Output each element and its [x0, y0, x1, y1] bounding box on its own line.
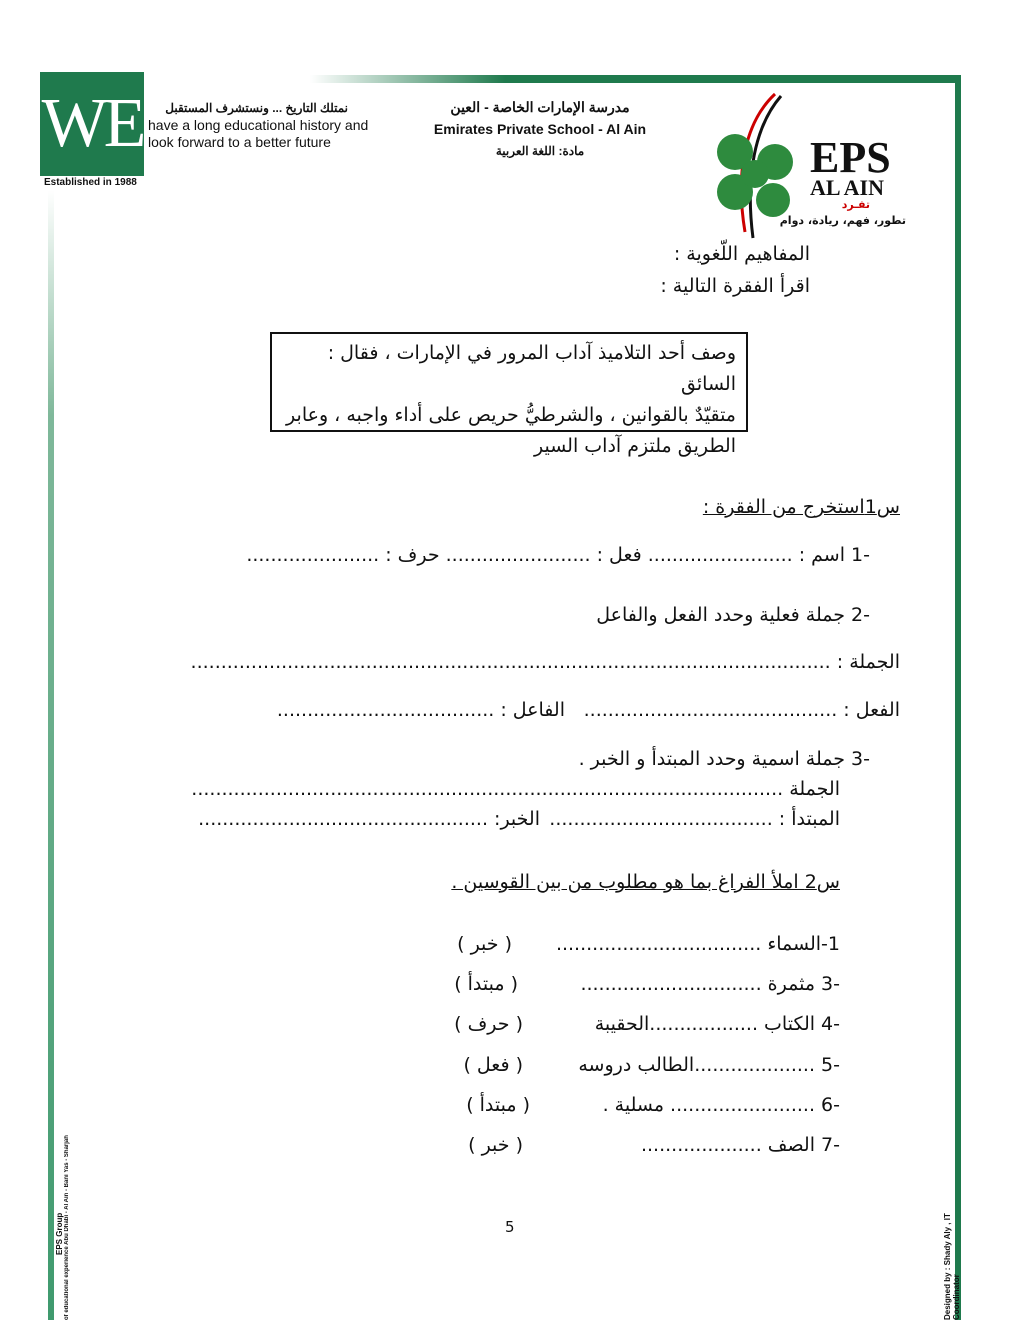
q2-hint: ( مبتدأ ): [454, 973, 518, 995]
we-logo: WE: [40, 72, 144, 176]
school-info: [420, 96, 660, 162]
page-number: 5: [505, 1218, 515, 1236]
slogan-en-1: have a long educational history and: [148, 117, 369, 133]
header-bar: [310, 75, 960, 83]
left-border: [48, 190, 54, 1320]
q2-hint: ( خبر ): [457, 933, 512, 955]
passage-line: متقيّدٌ بالقوانين ، والشرطيُّ حريص على أداء واجبه ، وعابر: [286, 404, 736, 426]
q1-item3: -3 جملة اسمية وحدد المبتدأ و الخبر .: [578, 748, 870, 770]
slogan: [148, 100, 368, 151]
q1-mubtada: المبتدأ : .....................................: [549, 808, 840, 830]
left-vertical-group: EPS Group: [55, 1212, 64, 1255]
school-name-ar: مدرسة الإمارات الخاصة - العين: [450, 99, 630, 115]
q1-sentence2: الجملة : ..........................................................................................................: [190, 651, 900, 673]
q2-item: -3 مثمرة ..............................: [580, 973, 840, 995]
designer-credit: Designed by : Shady Aly , IT Coordinator: [943, 1213, 961, 1320]
eps-logo-text: EPS: [810, 133, 891, 182]
q1-khabar: الخبر: ................................................: [198, 808, 540, 830]
eps-city: AL AIN: [810, 175, 884, 200]
passage-line: وصف أحد التلاميذ آداب المرور في الإمارات ، فقال : السائق: [327, 342, 736, 395]
q1-item2: -2 جملة فعلية وحدد الفعل والفاعل: [596, 604, 870, 626]
q2-item: -4 الكتاب ..................الحقيبة: [594, 1013, 840, 1035]
q2-hint: ( حرف ): [454, 1013, 523, 1035]
left-vertical-info: of educational experience Abu Dhabi - Al Ain - Bani Yas - Sharjah: [64, 1135, 70, 1320]
eps-logo: [810, 133, 891, 182]
q1-verb: الفعل : ..........................................: [583, 699, 900, 721]
q1-item1: -1 اسم : ........................ فعل : ........................ حرف : ......................: [246, 544, 870, 566]
school-name-en: Emirates Private School - Al Ain: [433, 121, 647, 137]
passage-line: الطريق ملتزم آداب السير: [534, 435, 736, 457]
slogan-ar: نمتلك التاريخ ... ونستشرف المستقبل: [165, 101, 348, 115]
established-text: Established in 1988: [44, 177, 137, 188]
q2-item: 1-السماء ..................................: [555, 933, 840, 955]
eps-tag2: تطور، فهم، ريادة، دوام: [779, 214, 906, 227]
q2-hint: ( فعل ): [463, 1054, 523, 1076]
q1-title: س1استخرج من الفقرة :: [702, 496, 900, 518]
q1-subject: الفاعل : ....................................: [276, 699, 565, 721]
passage-box: [270, 332, 748, 457]
q2-item: -7 الصف ....................: [640, 1134, 840, 1156]
subject-label: مادة: اللغة العربية: [495, 144, 585, 158]
q2-item: -5 ....................الطالب دروسه: [578, 1054, 840, 1076]
eps-tag1: تفـرد: [841, 198, 870, 211]
q2-hint: ( خبر ): [468, 1134, 523, 1156]
read-instruction: اقرأ الفقرة التالية :: [660, 275, 810, 297]
q2-hint: ( مبتدأ ): [466, 1094, 530, 1116]
slogan-en-2: look forward to a better future: [148, 134, 331, 150]
right-border: [955, 75, 961, 1320]
q2-item: -6 ........................ مسلية .: [602, 1094, 840, 1116]
concepts-heading: المفاهيم اللّغوية :: [673, 243, 810, 265]
q2-title: س2 املأ الفراغ بما هو مطلوب من بين القوسين .: [451, 871, 840, 893]
q1-sentence3: الجملة ..................................................................................................: [191, 778, 840, 800]
